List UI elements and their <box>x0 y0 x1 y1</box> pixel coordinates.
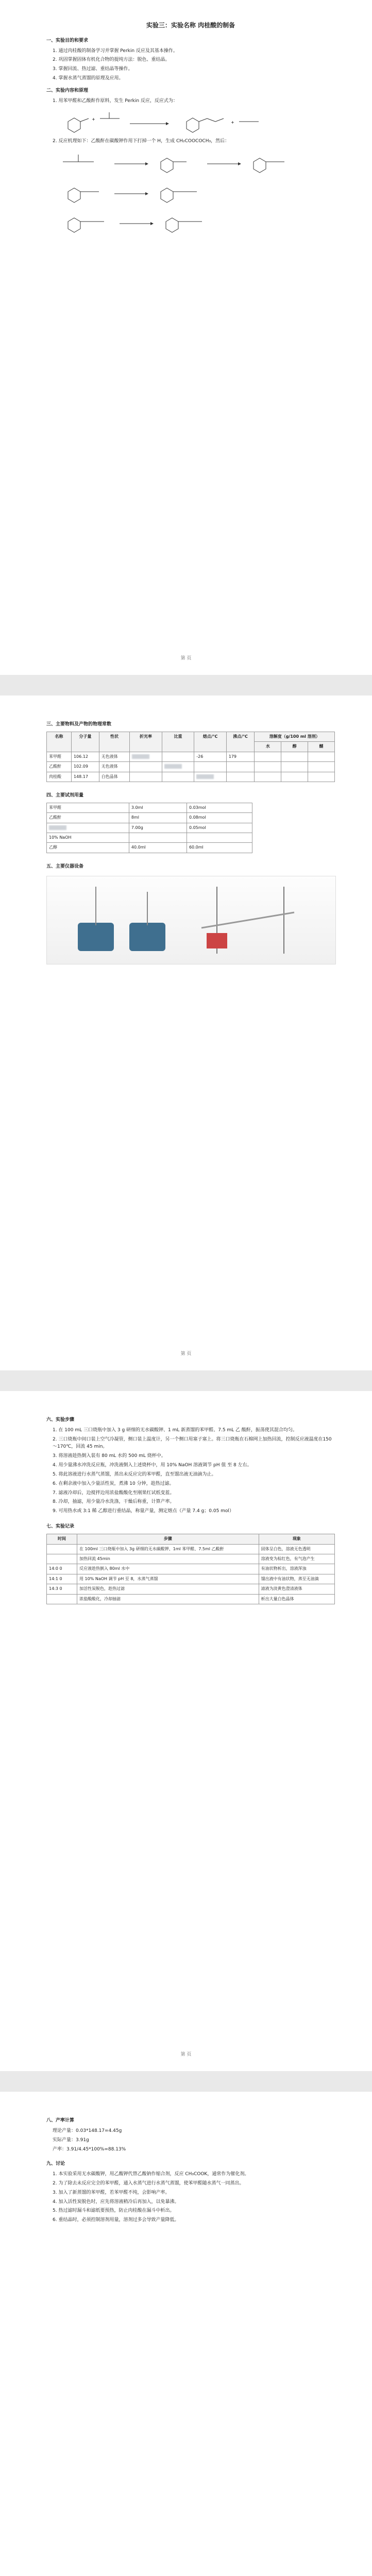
table-cell: 用 10% NaOH 调节 pH 至 8，水蒸气蒸馏 <box>77 1574 259 1584</box>
col-header: 名称 <box>47 732 72 752</box>
table-row <box>47 813 252 823</box>
step-item: 9. 可用热水或 3:1 稀 乙醇进行重结晶，称量产量，测定熔点（产量 7.4 g；0.05 mol） <box>53 1509 234 1514</box>
discussion-list <box>46 2171 335 2225</box>
redacted-value <box>164 764 182 769</box>
table-cell: 无色液体 <box>99 762 130 772</box>
mechanism-step-3-drawing <box>53 208 331 235</box>
col-header: 时间 <box>47 1534 77 1544</box>
table-cell: 14:3 0 <box>47 1584 77 1594</box>
table-row <box>47 1594 335 1604</box>
table-cell: 40.0ml <box>129 843 187 853</box>
section-steps-heading: 六、实验步骤 <box>46 1417 75 1422</box>
redacted-value <box>49 825 66 830</box>
page-3-content <box>46 1412 335 1604</box>
discussion-item: 6. 重结晶时，必须控制溶剂用量，溶剂过多会导致产量降低。 <box>53 2217 179 2223</box>
col-header: 熔点/℃ <box>194 732 226 752</box>
table-cell <box>226 762 255 772</box>
table-row <box>47 1574 335 1584</box>
table-cell: 苯甲醛 <box>47 752 72 761</box>
table-cell <box>162 752 194 761</box>
page-gap <box>0 1370 372 1391</box>
table-row <box>47 823 252 833</box>
constants-table <box>46 732 335 782</box>
col-header: 折光率 <box>130 732 162 752</box>
section-principle-heading: 二、实验内容和原理 <box>46 88 89 94</box>
table-cell: 反应液趁热倒入 80ml 水中 <box>77 1564 259 1574</box>
section-discussion-heading: 九、讨论 <box>46 2161 65 2166</box>
table-cell: 10% NaOH <box>47 833 129 843</box>
col-header: 溶解度（g/100 ml 溶剂） <box>255 732 335 741</box>
sub-header: 水 <box>255 742 281 752</box>
table-cell: 滤液为淡黄色澄清液体 <box>259 1584 334 1594</box>
table-cell <box>129 833 187 843</box>
aim-item: 4. 掌握水蒸气蒸馏的原理及应用。 <box>53 76 124 81</box>
section-yield-heading: 八、产率计算 <box>46 2118 75 2123</box>
page-gap <box>0 2071 372 2092</box>
table-cell <box>194 762 226 772</box>
table-cell <box>194 772 226 782</box>
table-cell: 肉桂酸 <box>47 772 72 782</box>
step-item: 6. 在剩余液中加入少量活性炭，煮沸 10 分钟，趁热过滤。 <box>53 1481 174 1486</box>
principle-text-2: 2. 反应机理如下：乙酸酐在碳酸钾作用下打掉一个 H，生成 CH₂COOCOCH₃，然后： <box>53 139 230 144</box>
records-table <box>46 1534 335 1604</box>
table-cell: 14:1 0 <box>47 1574 77 1584</box>
table-cell: 14:0 0 <box>47 1564 77 1574</box>
mechanism-step-1-drawing <box>53 148 331 175</box>
page-3 <box>0 1391 372 2071</box>
table-cell <box>47 1594 77 1604</box>
table-cell: 106.12 <box>71 752 99 761</box>
table-cell <box>162 772 194 782</box>
table-row <box>47 1584 335 1594</box>
table-cell: 加活性炭脱色，趁热过滤 <box>77 1584 259 1594</box>
table-cell <box>130 772 162 782</box>
table-cell <box>255 772 281 782</box>
section-records-heading: 七、实验记录 <box>46 1524 75 1530</box>
reaction-equation-drawing <box>53 108 331 135</box>
page-number: 第 页 <box>180 656 192 661</box>
mechanism-step-1 <box>53 148 335 175</box>
reagents-table <box>46 803 252 853</box>
table-cell <box>255 752 281 761</box>
section-equipment-heading: 五、主要仪器设备 <box>46 863 84 869</box>
steps-list <box>46 1427 335 1515</box>
step-item: 5. 将此溶液进行水蒸气蒸馏，蒸出未反应完的苯甲醛，直至馏出液无油滴为止。 <box>53 1471 216 1477</box>
aim-item: 2. 巩固掌握固体有机化合物的提纯方法：脱色、重结晶。 <box>53 57 170 63</box>
table-cell: 0.08mol <box>187 813 252 823</box>
table-row <box>47 1544 335 1554</box>
table-row <box>47 1564 335 1574</box>
step-item: 7. 滤液冷却后，边搅拌边用浓盐酸酸化至刚果红试纸变蓝。 <box>53 1490 175 1496</box>
page-gap <box>0 675 372 696</box>
aims-list <box>46 48 335 83</box>
table-cell <box>162 762 194 772</box>
table-row <box>47 833 252 843</box>
page-4-content <box>46 2112 335 2226</box>
discussion-item: 4. 加入活性炭脱色时，应先将溶液稍冷后再加入，以免暴沸。 <box>53 2199 179 2205</box>
table-cell: 乙酸酐 <box>47 813 129 823</box>
svg-text:+: + <box>231 120 234 125</box>
section-aims-heading: 一、实验目的和要求 <box>46 38 89 43</box>
table-cell <box>47 1554 77 1564</box>
table-cell <box>47 1544 77 1554</box>
table-cell: 有油状物析出，溶液浑浊 <box>259 1564 334 1574</box>
table-cell <box>187 833 252 843</box>
sub-header: 醚 <box>308 742 335 752</box>
section-reagents-heading: 四、主要试剂用量 <box>46 792 84 798</box>
table-cell: 在 100ml 三口烧瓶中加入 3g 研细的无水碳酸钾、1ml 苯甲醛、7.5ml 乙酸酐 <box>77 1544 259 1554</box>
table-cell <box>308 772 335 782</box>
col-header: 性状 <box>99 732 130 752</box>
table-cell: 0.05mol <box>187 823 252 833</box>
table-cell: 浓盐酸酸化，冷却抽滤 <box>77 1594 259 1604</box>
col-header: 现象 <box>259 1534 334 1544</box>
step-item: 1. 在 100 mL 三口烧瓶中加入 3 g 研细的无水碳酸钾、1 mL 新蒸馏的苯甲醛、7.5 mL 乙 酸酐，振荡使其混合均匀。 <box>53 1427 297 1433</box>
mechanism-step-2 <box>53 178 335 205</box>
step-item: 2. 三口烧瓶中间口装上空气冷凝管，侧口装上温度计，另一个侧口用塞子塞上。将三口烧瓶在石棉网上加热回流，控制反应液温度在150～170℃，回流 45 min。 <box>53 1436 332 1449</box>
discussion-item: 5. 热过滤时漏斗和滤纸要预热，防止肉桂酸在漏斗中析出。 <box>53 2208 175 2214</box>
page-number: 第 页 <box>180 1351 192 1357</box>
col-header: 分子量 <box>71 732 99 752</box>
mechanism-step-2-drawing <box>53 178 331 205</box>
section-constants-heading: 三、主要物料及产物的物理常数 <box>46 722 112 727</box>
apparatus-illustration <box>47 876 335 964</box>
col-header: 沸点/℃ <box>226 732 255 752</box>
table-cell: 乙酸酐 <box>47 762 72 772</box>
table-cell: 乙醇 <box>47 843 129 853</box>
table-row <box>47 752 335 761</box>
page-2 <box>0 696 372 1370</box>
table-row <box>47 843 252 853</box>
table-cell: 析出大量白色晶体 <box>259 1594 334 1604</box>
table-cell: 3.0ml <box>129 803 187 812</box>
table-row <box>47 803 252 812</box>
table-cell: 8ml <box>129 813 187 823</box>
discussion-item: 1. 本实验采用无水碳酸钾，用乙酸钾代替乙酸钠作缩合剂，反应 CH₃COOK，通常作为催化剂。 <box>53 2171 249 2177</box>
table-cell <box>308 752 335 761</box>
aim-item: 3. 掌握回流、热过滤、重结晶等操作。 <box>53 66 133 72</box>
table-cell <box>281 762 308 772</box>
discussion-item: 2. 为了除去未反应完全的苯甲醛，通入水蒸气进行水蒸气蒸馏，使苯甲醛随水蒸气一同蒸出。 <box>53 2180 244 2186</box>
step-item: 3. 将溶液趁热倒入装有 80 mL 水的 500 mL 烧杯中。 <box>53 1453 166 1459</box>
table-row <box>47 762 335 772</box>
table-cell: 馏出液中有油状物，蒸至无油滴 <box>259 1574 334 1584</box>
table-cell <box>130 752 162 761</box>
table-cell <box>281 752 308 761</box>
table-cell: -26 <box>194 752 226 761</box>
table-row <box>47 1554 335 1564</box>
mechanism-step-3 <box>53 208 335 235</box>
page-2-content <box>46 716 335 970</box>
table-cell: 60.0ml <box>187 843 252 853</box>
calc-line: 理论产量：0.03*148.17=4.45g <box>53 2128 122 2133</box>
table-cell: 7.00g <box>129 823 187 833</box>
table-cell <box>130 762 162 772</box>
table-cell: 苯甲醛 <box>47 803 129 812</box>
table-cell <box>47 823 129 833</box>
table-cell: 无色液体 <box>99 752 130 761</box>
table-cell: 148.17 <box>71 772 99 782</box>
redacted-value <box>196 774 214 779</box>
calc-line: 产率：3.91/4.45*100%=88.13% <box>53 2146 126 2152</box>
page-number: 第 页 <box>180 2052 192 2057</box>
discussion-item: 3. 加入了新蒸馏的苯甲醛，若苯甲醛不纯，会影响产率。 <box>53 2190 170 2195</box>
table-cell: 179 <box>226 752 255 761</box>
page-1 <box>0 0 372 675</box>
table-cell <box>308 762 335 772</box>
table-row <box>47 772 335 782</box>
step-item: 4. 用少量沸水冲洗反应瓶，冲洗液倒入上述烧杯中，用 10% NaOH 溶液调节 pH 值 至 8 左右。 <box>53 1462 252 1468</box>
aim-item: 1. 通过肉桂酸的制备学习并掌握 Perkin 反应及其基本操作。 <box>53 48 178 54</box>
table-cell <box>226 772 255 782</box>
principle-text-1: 1. 用苯甲醛和乙酸酐作原料，发生 Perkin 反应，反应式为： <box>53 98 178 104</box>
calc-line: 实际产量：3.91g <box>53 2137 89 2143</box>
table-cell <box>255 762 281 772</box>
table-cell: 白色晶体 <box>99 772 130 782</box>
page-1-content <box>46 21 335 238</box>
col-header: 步骤 <box>77 1534 259 1544</box>
table-cell: 固体呈白色，溶液无色透明 <box>259 1544 334 1554</box>
reaction-equation <box>53 108 335 135</box>
redacted-value <box>132 754 149 759</box>
table-cell: 0.03mol <box>187 803 252 812</box>
step-item: 8. 冷却，抽滤，用少量冷水洗涤，干燥后称重，计算产率。 <box>53 1499 175 1505</box>
svg-text:+: + <box>92 117 95 122</box>
table-cell: 加热回流 45min <box>77 1554 259 1564</box>
sub-header: 醇 <box>281 742 308 752</box>
table-cell: 溶液变为棕红色，有气泡产生 <box>259 1554 334 1564</box>
yield-calc <box>46 2128 335 2154</box>
apparatus-photo <box>46 876 336 964</box>
col-header: 比重 <box>162 732 194 752</box>
page-4 <box>0 2092 372 2576</box>
document-title: 实验三：实验名称 肉桂酸的制备 <box>146 22 235 29</box>
table-cell <box>281 772 308 782</box>
table-cell: 102.09 <box>71 762 99 772</box>
